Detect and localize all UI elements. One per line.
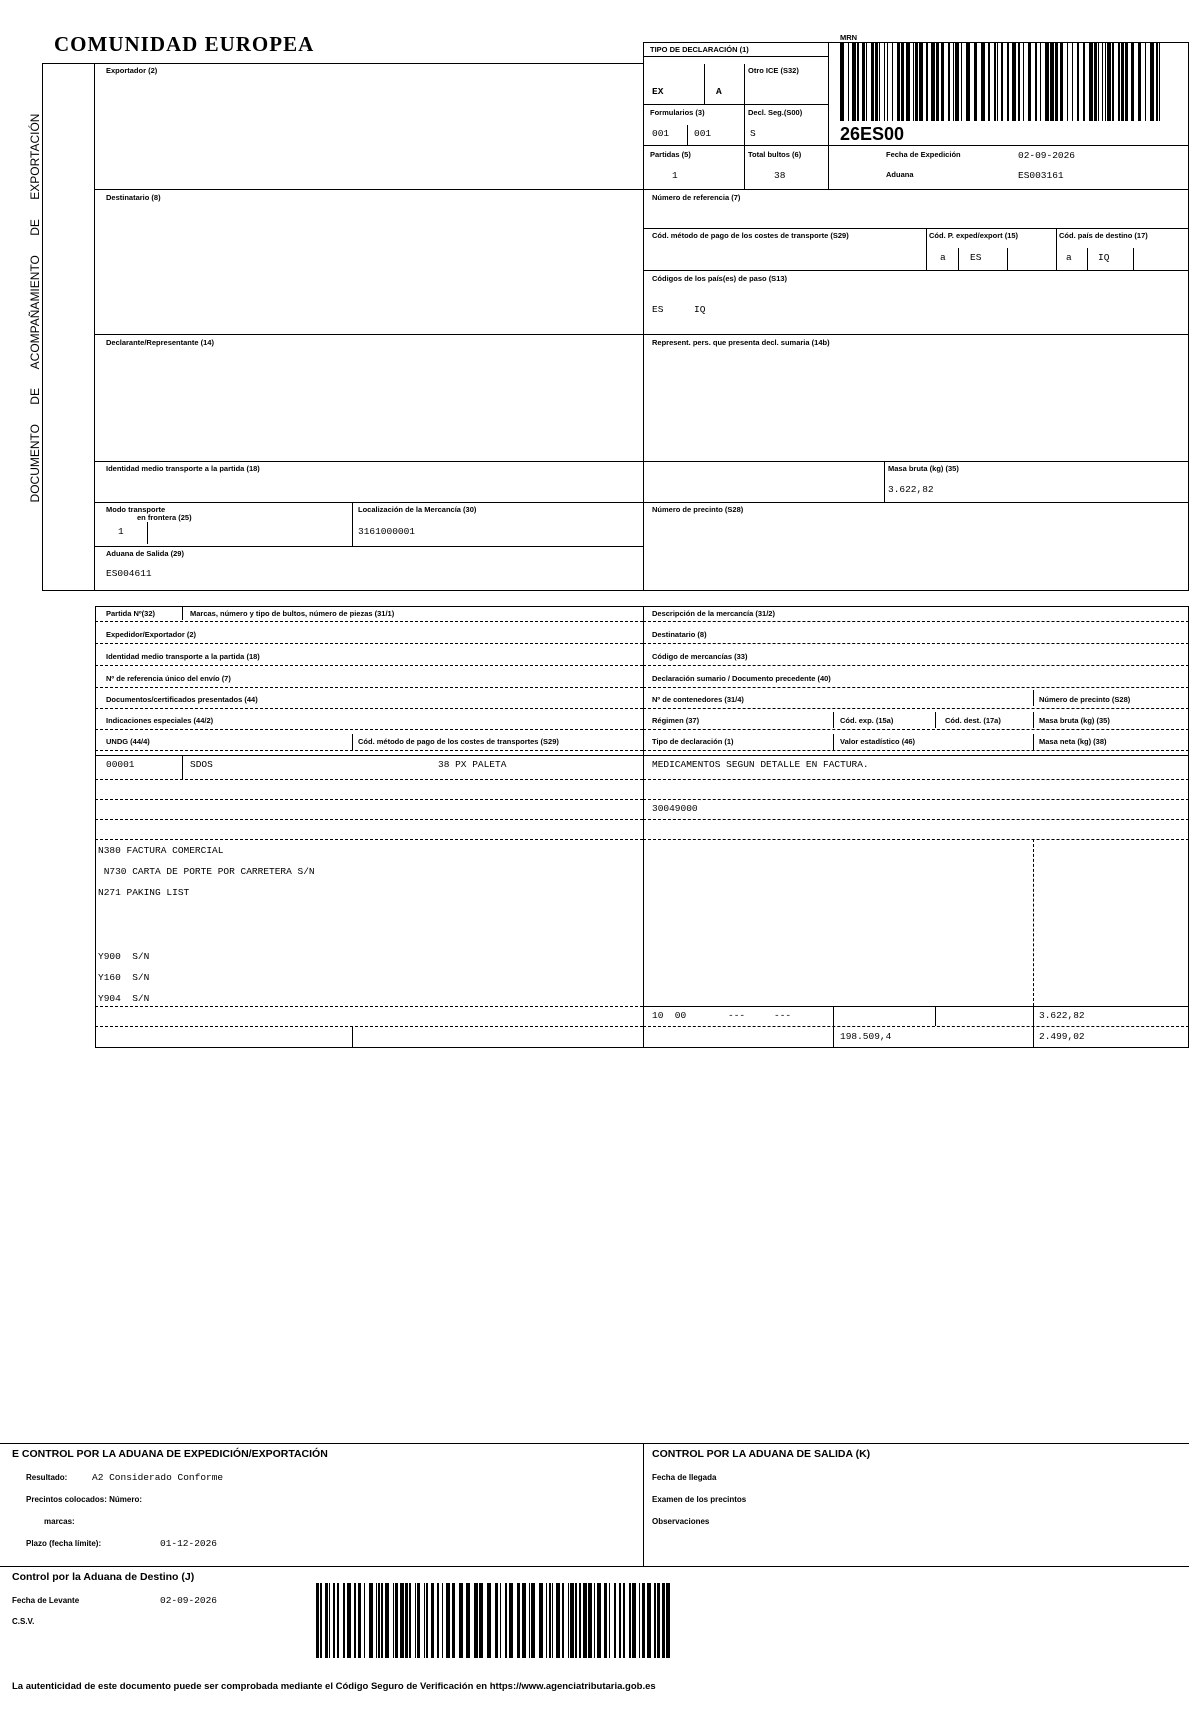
cod-destino-label: Cód. país de destino (17) (1059, 231, 1148, 240)
footer-text: La autenticidad de este documento puede ser comprobada mediante el Código Seguro de Verificación en https://www.agenciatributaria.gob.es (12, 1681, 656, 1692)
paises-paso-label: Códigos de los país(es) de paso (S13) (652, 274, 788, 283)
formularios-label: Formularios (3) (650, 108, 705, 117)
represent-label: Represent. pers. que presenta decl. sumaria (14b) (652, 338, 830, 347)
decl-seg-label: Decl. Seg.(S00) (748, 108, 803, 117)
modo-transporte-label-2: en frontera (25) (137, 513, 192, 522)
aduana-salida-value: ES004611 (106, 568, 152, 579)
cod-exped-a: a (940, 252, 946, 263)
precinto-label: Número de precinto (S28) (652, 505, 744, 514)
valor-estadistico-value: 198.509,4 (840, 1031, 892, 1042)
identidad-transporte-label: Identidad medio transporte a la partida (18) (106, 464, 260, 473)
contenedores-header: Nº de contenedores (31/4) (652, 695, 744, 704)
paises-paso-value-1: ES (652, 304, 664, 315)
total-bultos-value: 38 (774, 170, 786, 181)
items-table (95, 606, 1189, 1048)
masa-bruta-header: Masa bruta (kg) (35) (1039, 716, 1110, 725)
declarante-label: Declarante/Representante (14) (106, 338, 214, 347)
destinatario-header: Destinatario (8) (652, 630, 707, 639)
indicacion-3: Y904 S/N (98, 993, 150, 1004)
cod-metodo-header: Cód. método de pago de los costes de transportes (S29) (358, 737, 559, 746)
indicacion-2: Y160 S/N (98, 972, 150, 983)
masa-neta-value: 2.499,02 (1039, 1031, 1085, 1042)
masa-neta-header: Masa neta (kg) (38) (1039, 737, 1107, 746)
regimen-dash-1: --- (728, 1010, 746, 1021)
regimen-header: Régimen (37) (652, 716, 700, 725)
formularios-value-2: 001 (694, 128, 712, 139)
localizacion-value: 3161000001 (358, 526, 416, 537)
tipo-declaracion-value: EX (652, 86, 664, 97)
destinatario-label: Destinatario (8) (106, 193, 161, 202)
expedidor-header: Expedidor/Exportador (2) (106, 630, 197, 639)
mrn-barcode (840, 43, 1160, 121)
cod-dest-header: Cód. dest. (17a) (945, 716, 1001, 725)
fecha-expedicion-label: Fecha de Expedición (886, 150, 961, 159)
document-title: COMUNIDAD EUROPEA (54, 32, 315, 56)
tipo-decl-header: Tipo de declaración (1) (652, 737, 734, 746)
partida-value: 00001 (106, 759, 135, 770)
mrn-label: MRN (840, 33, 858, 42)
identidad-header: Identidad medio transporte a la partida (18) (106, 652, 260, 661)
paises-paso-value-2: IQ (694, 304, 706, 315)
tipo-declaracion-value-2: A (716, 86, 722, 97)
documento-1: N380 FACTURA COMERCIAL (98, 845, 224, 856)
regimen-value: 10 00 (652, 1010, 687, 1021)
side-vertical-text: DOCUMENTO DE ACOMPAÑAMIENTO DE EXPORTACIÓN (28, 113, 42, 503)
exportador-label: Exportador (2) (106, 66, 158, 75)
valor-estadistico-header: Valor estadístico (46) (840, 737, 916, 746)
resultado-value: A2 Considerado Conforme (92, 1472, 224, 1483)
documento-3: N271 PAKING LIST (98, 887, 190, 898)
observaciones-label: Observaciones (652, 1517, 710, 1526)
masa-bruta-value: 3.622,82 (888, 484, 934, 495)
partida-header: Partida Nº(32) (106, 609, 156, 618)
bultos-desc-value: 38 PX PALETA (438, 759, 507, 770)
regimen-dash-2: --- (774, 1010, 792, 1021)
metodo-pago-label: Cód. método de pago de los costes de transporte (S29) (652, 231, 849, 240)
decl-sumaria-header: Declaración sumario / Documento precedente (40) (652, 674, 831, 683)
num-precinto-header: Número de precinto (S28) (1039, 695, 1131, 704)
marcas-value: SDOS (190, 759, 213, 770)
documento-2: N730 CARTA DE PORTE POR CARRETERA S/N (98, 866, 315, 877)
marcas-header: Marcas, número y tipo de bultos, número de piezas (31/1) (190, 609, 395, 618)
marcas-label: marcas: (44, 1517, 75, 1526)
mrn-value: 26ES00 (840, 124, 905, 144)
precintos-label: Precintos colocados: Número: (26, 1495, 143, 1504)
total-bultos-label: Total bultos (6) (748, 150, 802, 159)
numero-referencia-label: Número de referencia (7) (652, 193, 741, 202)
cod-destino-a: a (1066, 252, 1072, 263)
csv-barcode (316, 1583, 671, 1658)
resultado-label: Resultado: (26, 1473, 68, 1482)
fecha-levante-value: 02-09-2026 (160, 1595, 218, 1606)
cod-exp-header: Cód. exp. (15a) (840, 716, 894, 725)
modo-transporte-label: Modo transporte (106, 505, 166, 514)
masa-bruta-item-value: 3.622,82 (1039, 1010, 1085, 1021)
partidas-label: Partidas (5) (650, 150, 691, 159)
examen-precintos-label: Examen de los precintos (652, 1495, 747, 1504)
fecha-levante-label: Fecha de Levante (12, 1596, 80, 1605)
partidas-value: 1 (672, 170, 678, 181)
documentos-header: Documentos/certificados presentados (44) (106, 695, 258, 704)
otro-ice-label: Otro ICE (S32) (748, 66, 799, 75)
aduana-label: Aduana (886, 170, 914, 179)
control-destino-title: Control por la Aduana de Destino (J) (12, 1571, 195, 1583)
fecha-expedicion-value: 02-09-2026 (1018, 150, 1076, 161)
aduana-salida-label: Aduana de Salida (29) (106, 549, 184, 558)
csv-label: C.S.V. (12, 1617, 35, 1626)
descripcion-header: Descripción de la mercancía (31/2) (652, 609, 775, 618)
control-expedicion-title: E CONTROL POR LA ADUANA DE EXPEDICIÓN/EXPORTACIÓN (12, 1448, 328, 1460)
plazo-value: 01-12-2026 (160, 1538, 218, 1549)
ref-unico-header: Nº de referencia único del envío (7) (106, 674, 231, 683)
masa-bruta-label: Masa bruta (kg) (35) (888, 464, 959, 473)
modo-transporte-value: 1 (118, 526, 124, 537)
cod-exped-value: ES (970, 252, 982, 263)
cod-destino-value: IQ (1098, 252, 1110, 263)
descripcion-value: MEDICAMENTOS SEGUN DETALLE EN FACTURA. (652, 759, 869, 770)
indicacion-1: Y900 S/N (98, 951, 150, 962)
codigo-mercancias-value: 30049000 (652, 803, 698, 814)
localizacion-label: Localización de la Mercancía (30) (358, 505, 477, 514)
cod-exped-label: Cód. P. exped/export (15) (929, 231, 1019, 240)
control-salida-title: CONTROL POR LA ADUANA DE SALIDA (K) (652, 1448, 871, 1460)
codigo-mercancias-header: Código de mercancías (33) (652, 652, 748, 661)
formularios-value-1: 001 (652, 128, 670, 139)
undg-header: UNDG (44/4) (106, 737, 150, 746)
fecha-llegada-label: Fecha de llegada (652, 1473, 717, 1482)
decl-seg-value: S (750, 128, 756, 139)
tipo-declaracion-label: TIPO DE DECLARACIÓN (1) (650, 45, 749, 54)
plazo-label: Plazo (fecha límite): (26, 1539, 102, 1548)
indicaciones-header: Indicaciones especiales (44/2) (106, 716, 214, 725)
aduana-value: ES003161 (1018, 170, 1064, 181)
